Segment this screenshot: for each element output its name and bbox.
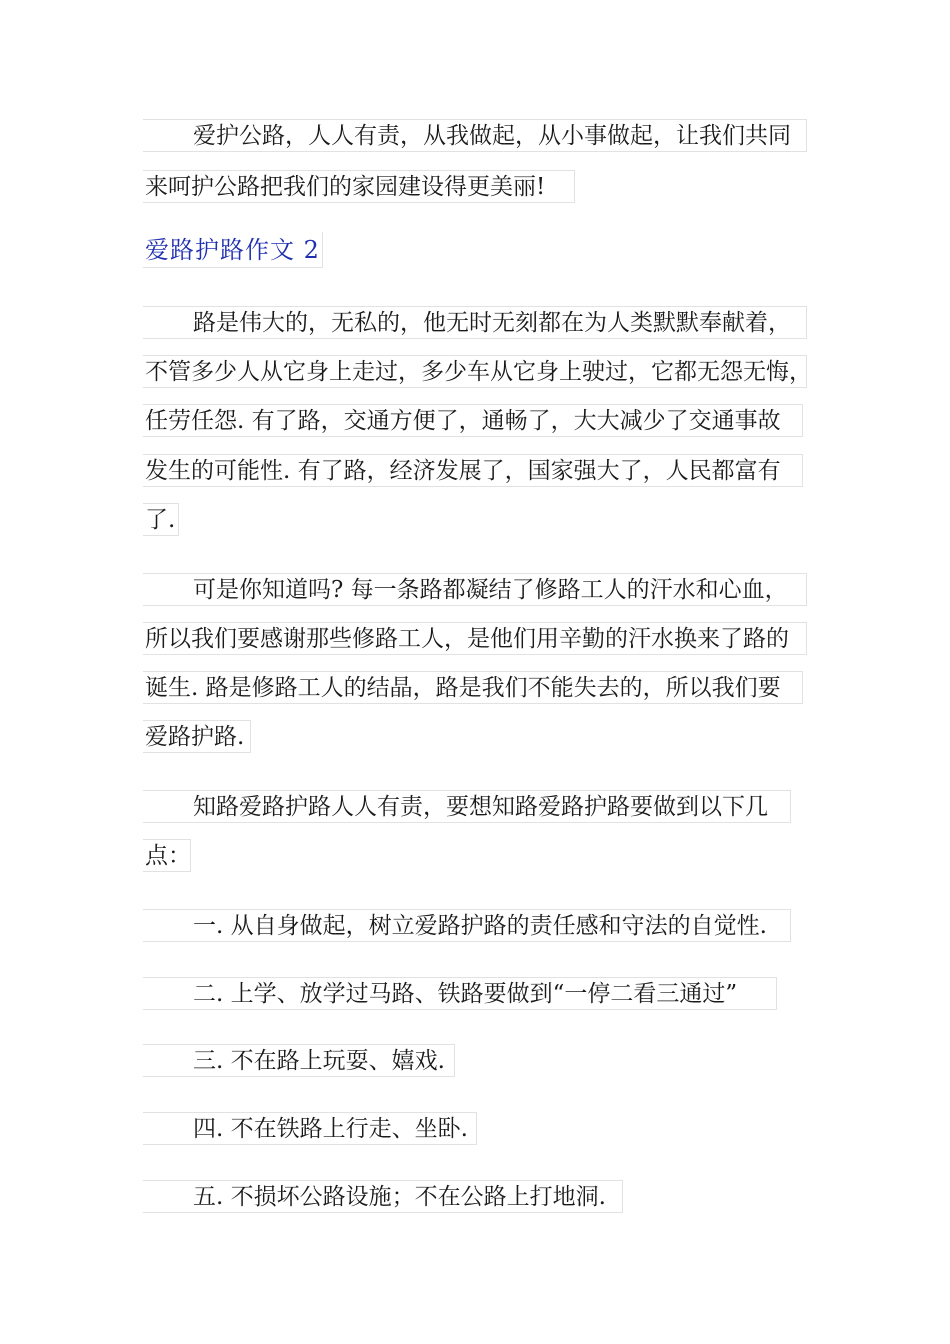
text-line: 点： bbox=[143, 839, 191, 872]
text-line: 诞生. 路是修路工人的结晶，路是我们不能失去的，所以我们要 bbox=[143, 671, 803, 704]
text-line: 爱护公路，人人有责，从我做起，从小事做起，让我们共同 bbox=[143, 119, 807, 152]
text-line: 爱路护路. bbox=[143, 720, 251, 753]
list-item: 一. 从自身做起，树立爱路护路的责任感和守法的自觉性. bbox=[143, 909, 791, 942]
list-item: 二. 上学、放学过马路、铁路要做到“一停二看三通过” bbox=[143, 977, 777, 1010]
text-line: 了. bbox=[143, 503, 179, 536]
section-heading: 爱路护路作文 2 bbox=[143, 232, 323, 268]
text-line: 所以我们要感谢那些修路工人，是他们用辛勤的汗水换来了路的 bbox=[143, 622, 807, 655]
list-item: 四. 不在铁路上行走、坐卧. bbox=[143, 1112, 477, 1145]
text-line: 可是你知道吗? 每一条路都凝结了修路工人的汗水和心血， bbox=[143, 573, 807, 606]
list-item: 三. 不在路上玩耍、嬉戏. bbox=[143, 1044, 455, 1077]
text-line: 路是伟大的，无私的，他无时无刻都在为人类默默奉献着， bbox=[143, 306, 807, 339]
text-line: 来呵护公路把我们的家园建设得更美丽! bbox=[143, 170, 575, 203]
text-line: 知路爱路护路人人有责，要想知路爱路护路要做到以下几 bbox=[143, 790, 791, 823]
list-item: 五. 不损坏公路设施；不在公路上打地洞. bbox=[143, 1180, 623, 1213]
text-line: 发生的可能性. 有了路，经济发展了，国家强大了，人民都富有 bbox=[143, 454, 803, 487]
text-line: 任劳任怨. 有了路，交通方便了，通畅了，大大减少了交通事故 bbox=[143, 404, 803, 437]
text-line: 不管多少人从它身上走过，多少车从它身上驶过，它都无怨无悔， bbox=[143, 355, 807, 388]
